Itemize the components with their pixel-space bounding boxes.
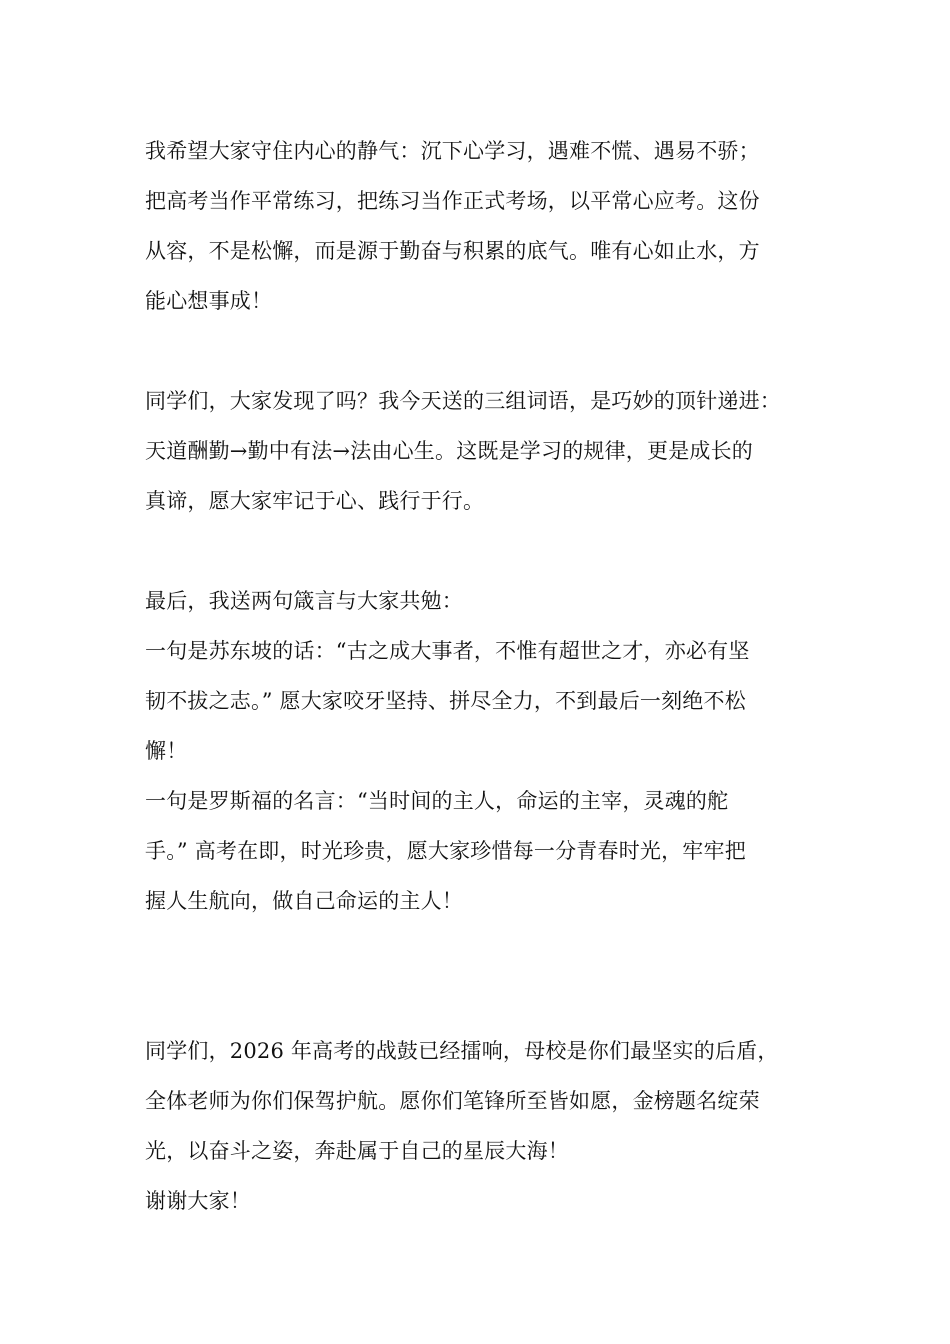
text-line: 从容，不是松懈，而是源于勤奋与积累的底气。唯有心如止水，方 — [145, 239, 760, 263]
text-line: 韧不拔之志。” 愿大家咬牙坚持、拼尽全力，不到最后一刻绝不松 — [145, 689, 746, 713]
text-line: 同学们，2026 年高考的战鼓已经擂响，母校是你们最坚实的后盾， — [145, 1039, 779, 1063]
paragraph-blessing — [145, 1026, 825, 1176]
text-line: 天道酬勤→勤中有法→法由心生。这既是学习的规律，更是成长的 — [145, 439, 753, 463]
text-line: 真谛，愿大家牢记于心、践行于行。 — [145, 489, 485, 513]
paragraph-word-chain — [145, 376, 825, 526]
paragraph-composure — [145, 126, 825, 326]
text-line: 把高考当作平常练习，把练习当作正式考场，以平常心应考。这份 — [145, 189, 760, 213]
paragraph-closing — [145, 1176, 825, 1226]
text-line: 一句是罗斯福的名言：“当时间的主人，命运的主宰，灵魂的舵 — [145, 789, 729, 813]
text-line: 光，以奋斗之姿，奔赴属于自己的星辰大海！ — [145, 1139, 569, 1163]
text-line: 最后，我送两句箴言与大家共勉： — [145, 589, 463, 613]
text-line: 能心想事成！ — [145, 289, 273, 313]
text-line: 手。” 高考在即，时光珍贵，愿大家珍惜每一分青春时光，牢牢把 — [145, 839, 746, 863]
text-line: 同学们，大家发现了吗？我今天送的三组词语，是巧妙的顶针递进： — [145, 389, 781, 413]
text-line: 握人生航向，做自己命运的主人！ — [145, 889, 463, 913]
paragraph-quotes — [145, 576, 825, 926]
text-line: 懈！ — [145, 739, 188, 763]
text-line: 一句是苏东坡的话：“古之成大事者，不惟有超世之才，亦必有坚 — [145, 639, 750, 663]
text-line: 我希望大家守住内心的静气：沉下心学习，遇难不慌、遇易不骄； — [145, 139, 760, 163]
text-line: 谢谢大家！ — [145, 1189, 251, 1213]
text-line: 全体老师为你们保驾护航。愿你们笔锋所至皆如愿，金榜题名绽荣 — [145, 1089, 760, 1113]
